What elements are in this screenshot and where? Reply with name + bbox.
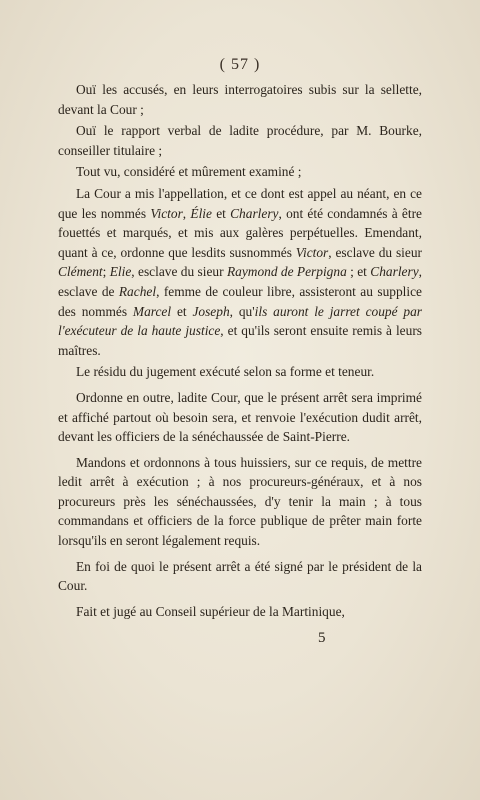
italic-name: Charlery [370, 264, 419, 280]
signature-mark: 5 [318, 630, 326, 646]
text-run: Ordonne en outre, ladite Cour, que le présent arrêt sera imprimé et affiché partout où besoin sera, et renvoie l'exécution dudit arrêt, devant les officiers de la sénéchaussée de Saint-Pierre. [58, 389, 422, 445]
paragraph [58, 362, 422, 382]
text-run: Ouï le rapport verbal de ladite procédure, par M. Bourke, conseiller titulaire ; [58, 123, 422, 158]
text-run: , [182, 205, 191, 221]
italic-name: Rachel [118, 283, 157, 299]
paragraph [58, 80, 422, 119]
paragraph [58, 453, 422, 551]
paragraph [58, 121, 422, 160]
italic-phrase: ils auront le jarret coupé par l'exécuteur de la haute justice [58, 303, 422, 339]
paragraph [58, 184, 422, 360]
paragraph [58, 162, 422, 182]
italic-name: Marcel [132, 303, 172, 319]
text-run: Fait et jugé au Conseil supérieur de la Martinique, [76, 603, 345, 619]
page-number: ( 57 ) [219, 56, 261, 73]
text-run: Tout vu, considéré et mûrement examiné ; [76, 164, 302, 180]
text-run: ; [102, 264, 110, 280]
text-run: , esclave de [58, 264, 422, 299]
text-run: Mandons et ordonnons à tous huissiers, sur ce requis, de mettre ledit arrêt à exécution ; à nos procureurs-généraux, et à nos procureurs près les sénéchaussées, d'y tenir la main ; à tous commandans et officiers de la force publique de prêter main forte lorsqu'ils en seront légalement requis. [58, 454, 422, 549]
italic-name: Joseph [192, 303, 230, 319]
paragraph [58, 388, 422, 447]
paragraph [58, 557, 422, 596]
italic-name: Charlery [230, 205, 279, 221]
body-text [58, 80, 422, 627]
text-run: Le résidu du jugement exécuté selon sa forme et teneur. [76, 364, 375, 380]
italic-name: Victor [150, 205, 183, 221]
text-run: En foi de quoi le présent arrêt a été signé par le président de la Cour. [58, 558, 422, 594]
text-run: et [211, 205, 231, 221]
paragraph [58, 602, 422, 622]
text-run: , qu' [229, 303, 255, 319]
text-run: , esclave du sieur [328, 244, 422, 260]
text-run: ; et [346, 264, 371, 280]
italic-name: Victor [295, 244, 329, 260]
text-run: , et qu'ils seront ensuite remis à leurs maîtres. [58, 323, 422, 358]
text-run: Ouï les accusés, en leurs interrogatoires subis sur la sellette, devant la Cour ; [58, 82, 422, 117]
text-run: et [171, 303, 193, 319]
text-run: La Cour a mis l'appellation, et ce dont est appel au néant, en ce que les nommés [58, 185, 422, 221]
italic-name: Élie [190, 205, 212, 221]
text-run: , ont été condamnés à être fouettés et marqués, et mis aux galères perpétuelles. Emendant, quant à ce, ordonne que lesdits susnommés [58, 205, 422, 260]
text-run: , esclave du sieur [131, 264, 227, 280]
text-run: , femme de couleur libre, assisteront au supplice des nommés [58, 283, 422, 319]
italic-name: Elie [109, 264, 132, 280]
italic-name: Clément [58, 264, 103, 280]
italic-name: Raymond de Perpigna [226, 264, 347, 280]
